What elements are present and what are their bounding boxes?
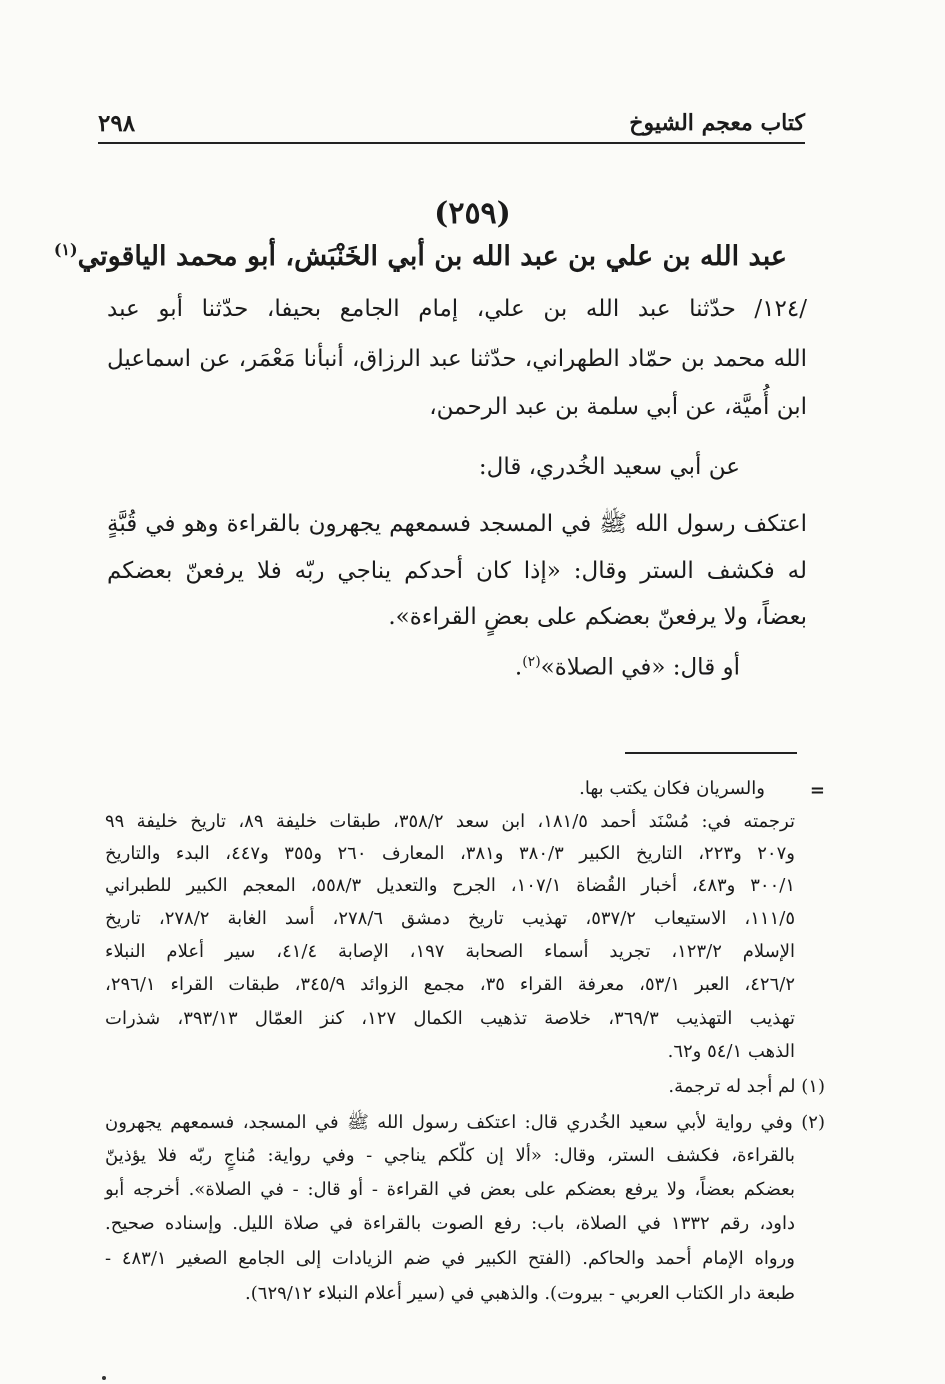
footnote-line: بالقراءة، فكشف الستر، وقال: «ألا إن كلّكم يناجي - وفي رواية: مُناجٍ ربّه فلا يؤذينّ <box>105 1145 795 1166</box>
footnote-2: (٢) وفي رواية لأبي سعيد الخُدري قال: اعتكف رسول الله ﷺ في المسجد، فسمعهم يجهرون <box>105 1112 825 1133</box>
scan-speck <box>102 1376 106 1380</box>
footnote-line: ترجمته في: مُسْنَد أحمد ١٨١/٥، ابن سعد ٣٥٨/٢، طبقات خليفة ٨٩، تاريخ خليفة ٩٩ <box>105 811 795 832</box>
footnote-line: طبعة دار الكتاب العربي - بيروت). والذهبي في (سير أعلام النبلاء ٦٢٩/١٢). <box>245 1283 795 1304</box>
page-number: ٢٩٨ <box>98 110 136 137</box>
footnote-line: الذهب ٥٤/١ و٦٢. <box>667 1041 795 1062</box>
footnote-line: والسريان فكان يكتب بها. <box>579 778 765 799</box>
hadith-variant-text: أو قال: «في الصلاة» <box>540 654 740 681</box>
entry-number: (٢٥٩) <box>434 196 511 231</box>
footnote-divider <box>625 752 797 754</box>
isnad-line: /١٢٤/ حدّثنا عبد الله بن علي، إمام الجامع بحيفا، حدّثنا أبو عبد <box>107 296 807 322</box>
footnote-line: داود، رقم ١٣٣٢ في الصلاة، باب: رفع الصوت بالقراءة في صلاة الليل. وإسناده صحيح. <box>105 1213 795 1234</box>
hadith-variant-line <box>40 654 740 681</box>
book-title: كتاب معجم الشيوخ <box>629 110 805 136</box>
entry-title-text: عبد الله بن علي بن عبد الله بن أبي الخَنْبَش، أبو محمد الياقوتي <box>77 241 787 272</box>
running-header <box>98 104 805 144</box>
entry-title <box>27 240 787 272</box>
continuation-mark: = <box>809 780 825 801</box>
isnad-line: ابن أُميَّة، عن أبي سلمة بن عبد الرحمن، <box>429 394 807 420</box>
line-end: . <box>514 654 523 681</box>
isnad-line: الله محمد بن حمّاد الطهراني، حدّثنا عبد الرزاق، أنبأنا مَعْمَر، عن اسماعيل <box>107 346 807 372</box>
hadith-line: له فكشف الستر وقال: «إذا كان أحدكم يناجي ربّه فلا يرفعنّ بعضكم <box>107 558 807 584</box>
footnote-line: تهذيب التهذيب ٣٦٩/٣، خلاصة تذهيب الكمال ١٢٧، كنز العمّال ٣٩٣/١٣، شذرات <box>105 1008 796 1029</box>
footnote-line: ٤٢٦/٢، العبر ٥٣/١، معرفة القراء ٣٥، مجمع الزوائد ٣٤٥/٩، طبقات القراء ٢٩٦/١، <box>105 974 795 995</box>
footnote-ref: (١) <box>53 240 78 259</box>
narrator-line: عن أبي سعيد الخُدري، قال: <box>478 454 740 480</box>
footnote-line: بعضكم بعضاً، ولا يرفع بعضكم على بعض في القراءة - أو قال: - في الصلاة». أخرجه أبو <box>105 1179 795 1200</box>
hadith-line: بعضاً، ولا يرفعنّ بعضكم على بعضٍ القراءة». <box>388 604 807 630</box>
footnote-1: (١) لم أجد له ترجمة. <box>668 1076 825 1097</box>
hadith-line: اعتكف رسول الله ﷺ في المسجد فسمعهم يجهرون بالقراءة وهو في قُبَّةٍ <box>107 511 807 537</box>
footnote-line: الإسلام ١٢٣/٢، تجريد أسماء الصحابة ١٩٧، الإصابة ٤١/٤، سير أعلام النبلاء <box>105 941 795 962</box>
footnote-line: ٣٠٠/١ و٤٨٣، أخبار القُضاة ١٠٧/١، الجرح والتعديل ٥٥٨/٣، المعجم الكبير للطبراني <box>105 875 795 896</box>
footnote-line: و٢٠٧ و٢٢٣، التاريخ الكبير ٣٨٠/٣ و٣٨١، المعارف ٢٦٠ و٣٥٥ و٤٤٧، البدء والتاريخ <box>105 843 795 864</box>
footnote-ref: (٢) <box>522 654 541 670</box>
footnote-line: ١١١/٥، الاستيعاب ٥٣٧/٢، تهذيب تاريخ دمشق ٢٧٨/٦، أسد الغابة ٢٧٨/٢، تاريخ <box>105 908 795 929</box>
footnote-line: ورواه الإمام أحمد والحاكم. (الفتح الكبير في ضم الزيادات إلى الجامع الصغير ٤٨٣/١ - <box>105 1248 796 1269</box>
